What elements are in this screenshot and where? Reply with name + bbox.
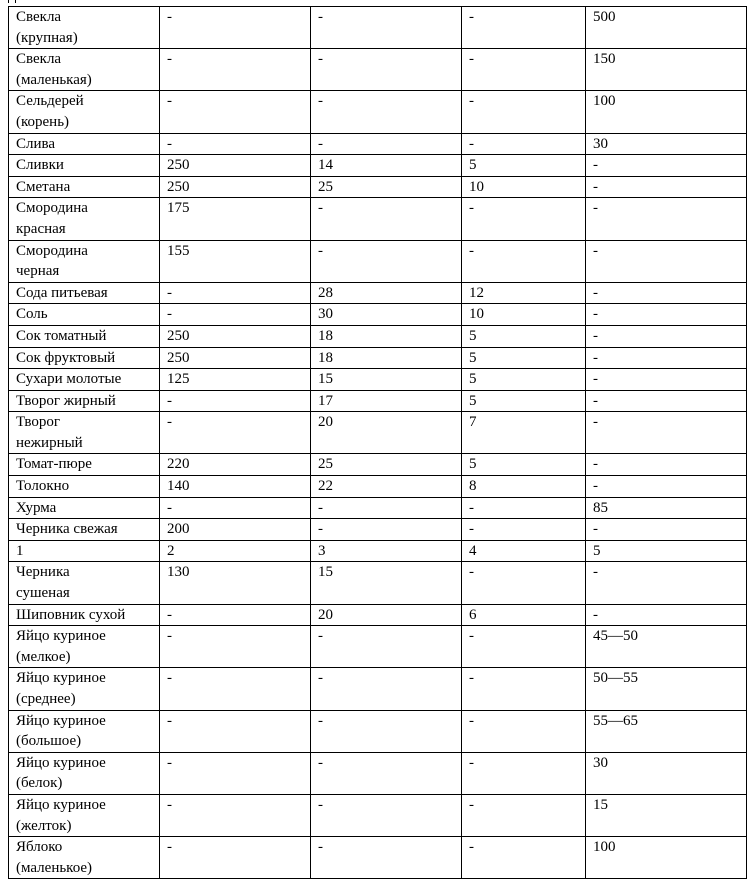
value-cell-col5: 55—65 <box>586 710 747 752</box>
value-cell-col5: 100 <box>586 91 747 133</box>
table-row <box>9 562 747 604</box>
value-cell-col3: 25 <box>311 454 462 476</box>
value-cell-col3: 20 <box>311 604 462 626</box>
value-cell-col5: - <box>586 304 747 326</box>
value-cell-col2: 175 <box>160 198 311 240</box>
value-cell-col3: - <box>311 240 462 282</box>
value-cell-col4: - <box>462 198 586 240</box>
table-row <box>9 497 747 519</box>
value-cell-col4: - <box>462 133 586 155</box>
value-cell-col4: - <box>462 7 586 49</box>
measures-table <box>8 6 747 879</box>
table-row <box>9 91 747 133</box>
table-row <box>9 7 747 49</box>
value-cell-col4: - <box>462 837 586 879</box>
product-name-cell: Сухари молотые <box>9 369 160 391</box>
value-cell-col2: 250 <box>160 155 311 177</box>
value-cell-col2: 2 <box>160 540 311 562</box>
table-row <box>9 519 747 541</box>
value-cell-col3: - <box>311 837 462 879</box>
value-cell-col2: 130 <box>160 562 311 604</box>
value-cell-col2: 200 <box>160 519 311 541</box>
product-name-cell: 1 <box>9 540 160 562</box>
product-name-cell: Яйцо куриное (среднее) <box>9 668 160 710</box>
value-cell-col2: - <box>160 668 311 710</box>
value-cell-col5: 150 <box>586 49 747 91</box>
value-cell-col4: 5 <box>462 369 586 391</box>
product-name-cell: Слива <box>9 133 160 155</box>
value-cell-col2: 220 <box>160 454 311 476</box>
value-cell-col4: - <box>462 626 586 668</box>
value-cell-col5: 45—50 <box>586 626 747 668</box>
table-row <box>9 49 747 91</box>
value-cell-col3: 15 <box>311 369 462 391</box>
value-cell-col3: - <box>311 752 462 794</box>
value-cell-col2: - <box>160 752 311 794</box>
product-name-cell: Сода питьевая <box>9 282 160 304</box>
product-name-cell: Сметана <box>9 176 160 198</box>
value-cell-col3: - <box>311 7 462 49</box>
value-cell-col5: 500 <box>586 7 747 49</box>
value-cell-col4: - <box>462 49 586 91</box>
value-cell-col4: 5 <box>462 155 586 177</box>
value-cell-col3: - <box>311 198 462 240</box>
product-name-cell: Творог нежирный <box>9 412 160 454</box>
value-cell-col2: - <box>160 91 311 133</box>
value-cell-col3: - <box>311 668 462 710</box>
value-cell-col2: 250 <box>160 176 311 198</box>
value-cell-col2: 250 <box>160 347 311 369</box>
value-cell-col4: 7 <box>462 412 586 454</box>
table-row <box>9 133 747 155</box>
value-cell-col2: - <box>160 282 311 304</box>
value-cell-col5: - <box>586 198 747 240</box>
product-name-cell: Сок фруктовый <box>9 347 160 369</box>
value-cell-col3: - <box>311 794 462 836</box>
value-cell-col2: - <box>160 710 311 752</box>
value-cell-col2: 125 <box>160 369 311 391</box>
value-cell-col3: - <box>311 626 462 668</box>
value-cell-col4: - <box>462 710 586 752</box>
table-row <box>9 752 747 794</box>
value-cell-col4: 10 <box>462 304 586 326</box>
value-cell-col4: - <box>462 562 586 604</box>
value-cell-col2: - <box>160 412 311 454</box>
value-cell-col4: 12 <box>462 282 586 304</box>
product-name-cell: Сок томатный <box>9 325 160 347</box>
value-cell-col5: 5 <box>586 540 747 562</box>
value-cell-col3: 15 <box>311 562 462 604</box>
value-cell-col5: - <box>586 347 747 369</box>
value-cell-col5: - <box>586 604 747 626</box>
product-name-cell: Яйцо куриное (белок) <box>9 752 160 794</box>
value-cell-col5: - <box>586 454 747 476</box>
value-cell-col5: - <box>586 176 747 198</box>
value-cell-col5: 50—55 <box>586 668 747 710</box>
value-cell-col3: - <box>311 133 462 155</box>
value-cell-col3: - <box>311 91 462 133</box>
value-cell-col4: - <box>462 240 586 282</box>
value-cell-col4: - <box>462 668 586 710</box>
table-row <box>9 454 747 476</box>
value-cell-col5: 30 <box>586 133 747 155</box>
value-cell-col5: - <box>586 155 747 177</box>
value-cell-col4: 6 <box>462 604 586 626</box>
value-cell-col2: - <box>160 390 311 412</box>
value-cell-col2: - <box>160 49 311 91</box>
product-name-cell: Томат-пюре <box>9 454 160 476</box>
value-cell-col5: - <box>586 369 747 391</box>
value-cell-col2: - <box>160 604 311 626</box>
value-cell-col3: 18 <box>311 325 462 347</box>
value-cell-col2: - <box>160 794 311 836</box>
table-row <box>9 282 747 304</box>
product-name-cell: Творог жирный <box>9 390 160 412</box>
value-cell-col2: - <box>160 304 311 326</box>
value-cell-col4: 5 <box>462 347 586 369</box>
product-name-cell: Свекла (крупная) <box>9 7 160 49</box>
table-row <box>9 794 747 836</box>
value-cell-col5: - <box>586 562 747 604</box>
table-row <box>9 476 747 498</box>
product-name-cell: Смородина черная <box>9 240 160 282</box>
product-name-cell: Яйцо куриное (мелкое) <box>9 626 160 668</box>
product-name-cell: Яйцо куриное (большое) <box>9 710 160 752</box>
value-cell-col2: - <box>160 497 311 519</box>
table-row <box>9 347 747 369</box>
table-row <box>9 176 747 198</box>
product-name-cell: Соль <box>9 304 160 326</box>
value-cell-col4: 5 <box>462 390 586 412</box>
product-name-cell: Сливки <box>9 155 160 177</box>
product-name-cell: Толокно <box>9 476 160 498</box>
table-row <box>9 198 747 240</box>
value-cell-col3: 22 <box>311 476 462 498</box>
table-row <box>9 626 747 668</box>
value-cell-col3: 20 <box>311 412 462 454</box>
table-row <box>9 325 747 347</box>
value-cell-col2: 140 <box>160 476 311 498</box>
value-cell-col4: - <box>462 497 586 519</box>
value-cell-col4: - <box>462 752 586 794</box>
value-cell-col5: - <box>586 412 747 454</box>
value-cell-col4: 4 <box>462 540 586 562</box>
value-cell-col3: 17 <box>311 390 462 412</box>
value-cell-col3: - <box>311 710 462 752</box>
value-cell-col3: 30 <box>311 304 462 326</box>
product-name-cell: Шиповник сухой <box>9 604 160 626</box>
table-row <box>9 304 747 326</box>
value-cell-col2: - <box>160 626 311 668</box>
table-row <box>9 604 747 626</box>
value-cell-col3: 25 <box>311 176 462 198</box>
value-cell-col5: 85 <box>586 497 747 519</box>
value-cell-col2: - <box>160 837 311 879</box>
value-cell-col4: 5 <box>462 325 586 347</box>
value-cell-col2: 155 <box>160 240 311 282</box>
value-cell-col3: - <box>311 497 462 519</box>
table-body <box>9 7 747 879</box>
table-row <box>9 668 747 710</box>
value-cell-col3: 28 <box>311 282 462 304</box>
table-row <box>9 155 747 177</box>
product-name-cell: Свекла (маленькая) <box>9 49 160 91</box>
product-name-cell: Смородина красная <box>9 198 160 240</box>
value-cell-col5: - <box>586 519 747 541</box>
value-cell-col5: - <box>586 476 747 498</box>
value-cell-col5: 15 <box>586 794 747 836</box>
value-cell-col3: - <box>311 49 462 91</box>
table-row <box>9 369 747 391</box>
value-cell-col2: - <box>160 7 311 49</box>
value-cell-col4: 10 <box>462 176 586 198</box>
value-cell-col5: - <box>586 240 747 282</box>
value-cell-col5: 100 <box>586 837 747 879</box>
value-cell-col4: 5 <box>462 454 586 476</box>
product-name-cell: Хурма <box>9 497 160 519</box>
value-cell-col2: - <box>160 133 311 155</box>
value-cell-col3: 14 <box>311 155 462 177</box>
table-top-edge <box>8 0 16 3</box>
table-row <box>9 710 747 752</box>
value-cell-col4: - <box>462 519 586 541</box>
value-cell-col5: - <box>586 282 747 304</box>
value-cell-col4: - <box>462 91 586 133</box>
product-name-cell: Сельдерей (корень) <box>9 91 160 133</box>
product-name-cell: Яблоко (маленькое) <box>9 837 160 879</box>
value-cell-col4: - <box>462 794 586 836</box>
table-row <box>9 837 747 879</box>
value-cell-col5: - <box>586 390 747 412</box>
table-row <box>9 240 747 282</box>
document-page <box>8 6 747 879</box>
table-row <box>9 540 747 562</box>
table-row <box>9 390 747 412</box>
product-name-cell: Черника свежая <box>9 519 160 541</box>
value-cell-col3: 3 <box>311 540 462 562</box>
product-name-cell: Яйцо куриное (желток) <box>9 794 160 836</box>
value-cell-col5: 30 <box>586 752 747 794</box>
value-cell-col4: 8 <box>462 476 586 498</box>
value-cell-col5: - <box>586 325 747 347</box>
value-cell-col3: 18 <box>311 347 462 369</box>
value-cell-col2: 250 <box>160 325 311 347</box>
table-row <box>9 412 747 454</box>
product-name-cell: Черника сушеная <box>9 562 160 604</box>
value-cell-col3: - <box>311 519 462 541</box>
